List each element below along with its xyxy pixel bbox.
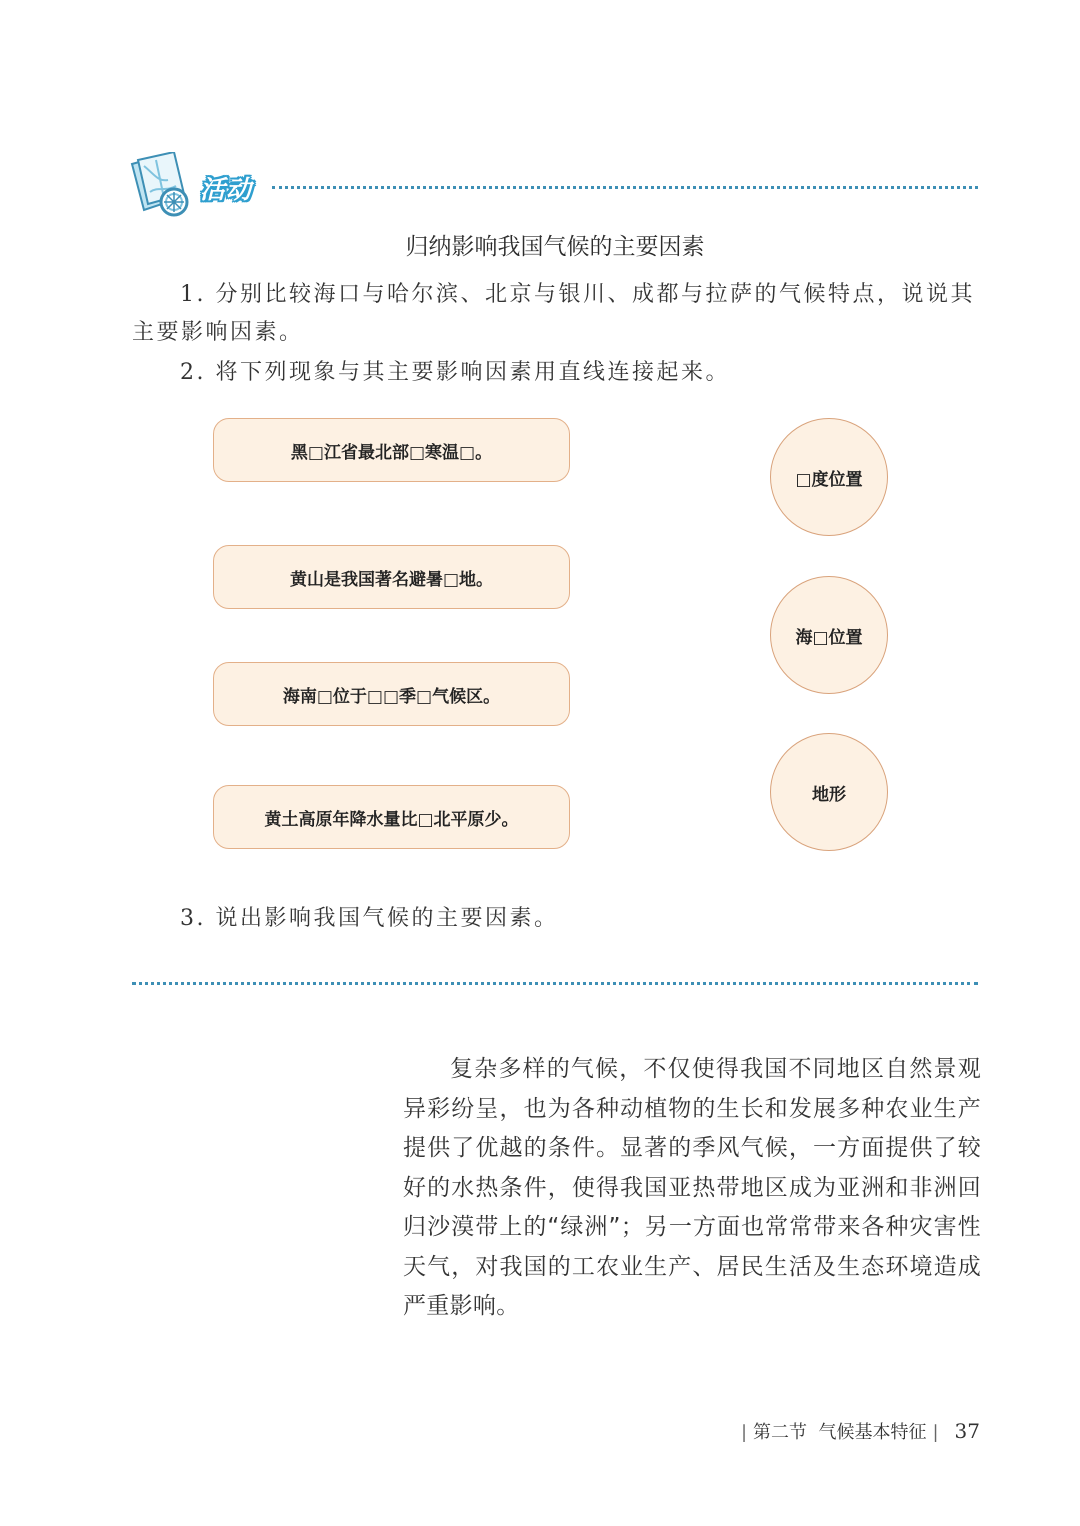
footer-divider: |: [932, 1422, 939, 1443]
footer-section: 第二节: [753, 1422, 808, 1443]
activity-label: 活动: [200, 175, 253, 204]
top-dotted-divider: [272, 186, 978, 189]
factor-circle-terrain[interactable]: 地形: [770, 733, 888, 851]
bottom-dotted-divider: [132, 982, 978, 985]
page-footer: [720, 1418, 980, 1444]
question-2: 2. 将下列现象与其主要影响因素用直线连接起来。: [180, 360, 730, 385]
body-paragraph: 复杂多样的气候，不仅使得我国不同地区自然景观异彩纷呈，也为各种动植物的生长和发展多种农业生产提供了优越的条件。显著的季风气候，一方面提供了较好的水热条件，使得我国亚热带地区成为亚洲和非洲回归沙漠带上的“绿洲”；另一方面也常常带来各种灾害性天气，对我国的工农业生产、居民生活及生态环境造成严重影响。: [403, 1056, 981, 1319]
phenomenon-box-2[interactable]: 黄山是我国著名避暑□地。: [213, 545, 570, 609]
question-3: 3. 说出影响我国气候的主要因素。: [180, 906, 559, 931]
phenomenon-box-1[interactable]: 黑□江省最北部□寒温□。: [213, 418, 570, 482]
activity-title: 归纳影响我国气候的主要因素: [405, 234, 705, 260]
footer-chapter-title: 气候基本特征: [818, 1422, 927, 1443]
question-1: 1. 分别比较海口与哈尔滨、北京与银川、成都与拉萨的气候特点，说说其主要影响因素。: [132, 282, 975, 345]
map-compass-icon: [128, 152, 192, 220]
factor-circle-sea-land[interactable]: 海□位置: [770, 576, 888, 694]
footer-divider: |: [740, 1422, 748, 1443]
phenomenon-box-3[interactable]: 海南□位于□□季□气候区。: [213, 662, 570, 726]
page-number: 37: [954, 1419, 980, 1443]
factor-circle-latitude[interactable]: □度位置: [770, 418, 888, 536]
phenomenon-box-4[interactable]: 黄土高原年降水量比□北平原少。: [213, 785, 570, 849]
